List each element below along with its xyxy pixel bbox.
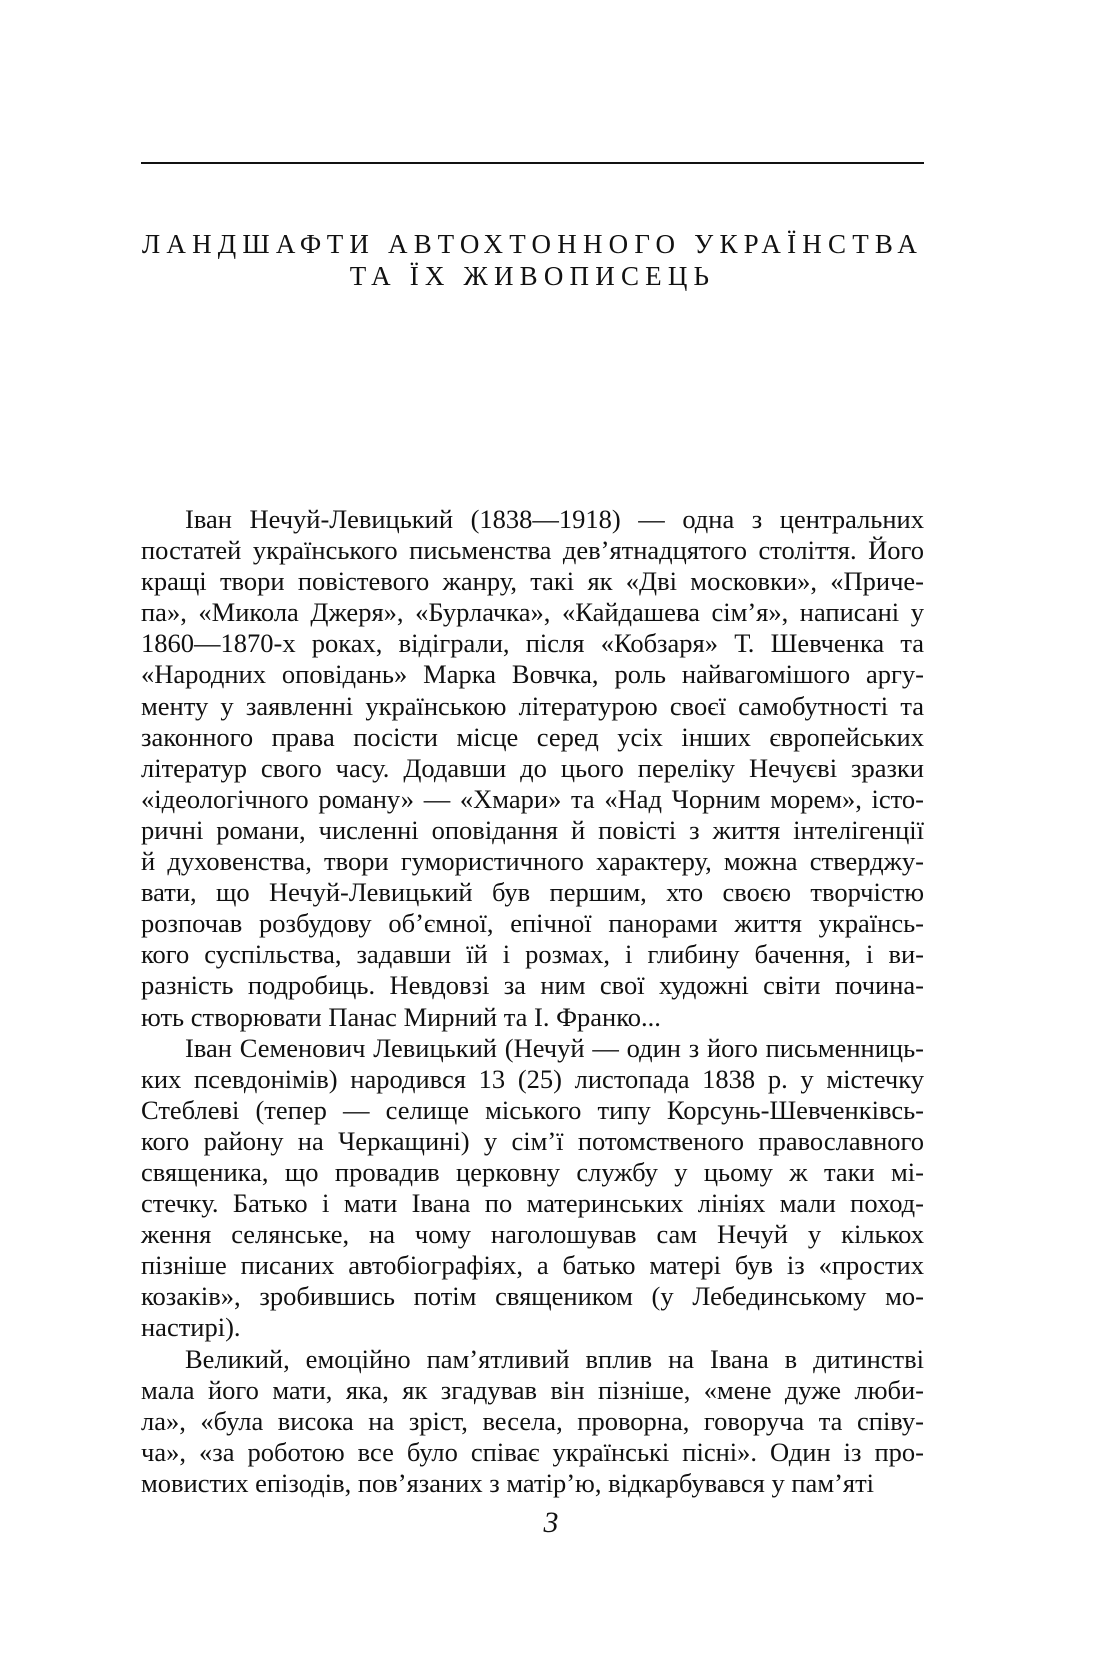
text-line: Іван Семенович Левицький (Нечуй — один з його письменниць- xyxy=(185,1032,924,1063)
paragraph xyxy=(141,504,924,1033)
paragraph xyxy=(141,1344,924,1499)
chapter-title-line-1: ЛАНДШАФТИ АВТОХТОННОГО УКРАЇНСТВА xyxy=(141,229,924,259)
text-line: ла», «була висока на зріст, весела, проворна, говоруча та співу- xyxy=(141,1405,924,1436)
text-line: разність подробиць. Невдовзі за ним свої художні світи почина- xyxy=(141,970,924,1001)
text-line: ють створювати Панас Мирний та І. Франко... xyxy=(141,1001,661,1032)
text-line: священика, що провадив церковну службу у цьому ж таки мі- xyxy=(141,1156,924,1187)
text-line: ричні романи, численні оповідання й повісті з життя інтелігенції xyxy=(141,814,924,845)
chapter-title xyxy=(141,228,924,292)
text-line: законного права посісти місце серед усіх інших європейських xyxy=(141,721,924,752)
text-line: кращі твори повістевого жанру, такі як «Дві московки», «Приче- xyxy=(141,566,924,597)
text-line: кого району на Черкащині) у сім’ї потомственого православного xyxy=(141,1125,924,1156)
text-line: постатей українського письменства дев’ятнадцятого століття. Його xyxy=(141,535,924,566)
text-line: мала його мати, яка, як згадував він пізніше, «мене дуже люби- xyxy=(141,1374,924,1405)
text-line: розпочав розбудову об’ємної, епічної панорами життя українсь- xyxy=(141,908,924,939)
text-line: й духовенства, твори гумористичного характеру, можна стверджу- xyxy=(141,846,924,877)
text-line: мовистих епізодів, пов’язаних з матір’ю, відкарбувався у пам’яті xyxy=(141,1467,875,1498)
text-line: вати, що Нечуй-Левицький був першим, хто своєю творчістю xyxy=(141,877,924,908)
text-line: ких псевдонімів) народився 13 (25) листопада 1838 р. у містечку xyxy=(141,1063,924,1094)
body-text xyxy=(141,504,924,1499)
page-number: 3 xyxy=(543,1506,559,1539)
text-line: 1860—1870-х роках, відіграли, після «Кобзаря» Т. Шевченка та xyxy=(141,628,924,659)
text-line: ження селянське, на чому наголошував сам Нечуй у кількох xyxy=(141,1219,924,1250)
text-line: кого суспільства, задавши їй і розмах, і глибину бачення, і ви- xyxy=(141,939,924,970)
text-line: менту у заявленні українською літературою своєї самобутності та xyxy=(141,690,924,721)
text-line: па», «Микола Джеря», «Бурлачка», «Кайдашева сім’я», написані у xyxy=(141,597,924,628)
chapter-title-line-2: ТА ЇХ ЖИВОПИСЕЦЬ xyxy=(349,261,716,291)
text-line: Іван Нечуй-Левицький (1838—1918) — одна з центральних xyxy=(185,504,924,534)
text-line: пізніше писаних автобіографіях, а батько матері був із «простих xyxy=(141,1250,924,1281)
text-line: Великий, емоційно пам’ятливий вплив на Івана в дитинстві xyxy=(185,1343,924,1374)
text-line: «Народних оповідань» Марка Вовчка, роль найвагомішого аргу- xyxy=(141,659,924,690)
paragraph xyxy=(141,1033,924,1344)
text-line: літератур свого часу. Додавши до цього переліку Нечуєві зразки xyxy=(141,752,924,783)
text-line: стечку. Батько і мати Івана по материнських лініях мали поход- xyxy=(141,1188,924,1219)
text-line: ча», «за роботою все було співає українські пісні». Один із про- xyxy=(141,1436,924,1467)
top-rule xyxy=(141,162,924,164)
text-line: настирі). xyxy=(141,1312,241,1343)
text-line: Стеблеві (тепер — селище міського типу Корсунь-Шевченківсь- xyxy=(141,1094,924,1125)
text-line: козаків», зробившись потім священиком (у Лебединському мо- xyxy=(141,1281,924,1312)
text-line: «ідеологічного роману» — «Хмари» та «Над Чорним морем», істо- xyxy=(141,783,924,814)
